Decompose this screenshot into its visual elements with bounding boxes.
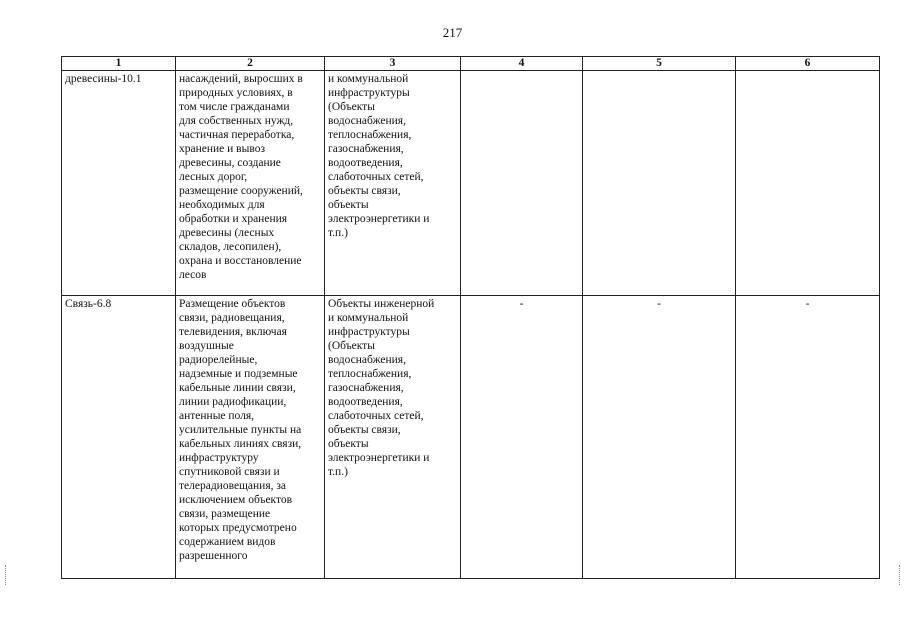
cell-description: насаждений, выросших в природных условиях, в том числе гражданами для собственных нужд, частичная переработка, хранение и вывоз древесины, создание лесных дорог, размещение сооружений, необходимых для обработки и хранения древесины (лесных складов, лесопилен), охрана и восстановление лесов	[176, 71, 325, 296]
cell-col5: -	[583, 296, 736, 579]
scan-margin-mark-left	[5, 565, 7, 585]
column-header-1: 1	[62, 57, 176, 71]
cell-col4: -	[461, 296, 583, 579]
page-number: 217	[442, 25, 463, 40]
cell-col6	[736, 71, 880, 296]
cell-objects: Объекты инженерной и коммунальной инфраструктуры (Объекты водоснабжения, теплоснабжения, газоснабжения, водоотведения, слаботочных сетей, объекты связи, объекты электроэнергетики и т.п.)	[325, 296, 461, 579]
cell-land-use-code: Связь-6.8	[62, 296, 176, 579]
table-header-row	[62, 57, 880, 71]
column-header-2: 2	[176, 57, 325, 71]
table-row	[62, 296, 880, 579]
table-row	[62, 71, 880, 296]
column-header-6: 6	[736, 57, 880, 71]
cell-objects: и коммунальной инфраструктуры (Объекты водоснабжения, теплоснабжения, газоснабжения, водоотведения, слаботочных сетей, объекты связи, объекты электроэнергетики и т.п.)	[325, 71, 461, 296]
column-header-3: 3	[325, 57, 461, 71]
cell-land-use-code: древесины-10.1	[62, 71, 176, 296]
column-header-4: 4	[461, 57, 583, 71]
land-use-table	[61, 56, 880, 579]
column-header-5: 5	[583, 57, 736, 71]
cell-description: Размещение объектов связи, радиовещания, телевидения, включая воздушные радиорелейные, надземные и подземные кабельные линии связи, линии радиофикации, антенные поля, усилительные пункты на кабельных линиях связи, инфраструктуру спутниковой связи и телерадиовещания, за исключением объектов связи, размещение которых предусмотрено содержанием видов разрешенного	[176, 296, 325, 579]
cell-col4	[461, 71, 583, 296]
cell-col5	[583, 71, 736, 296]
cell-col6: -	[736, 296, 880, 579]
scan-margin-mark-right	[899, 565, 901, 585]
